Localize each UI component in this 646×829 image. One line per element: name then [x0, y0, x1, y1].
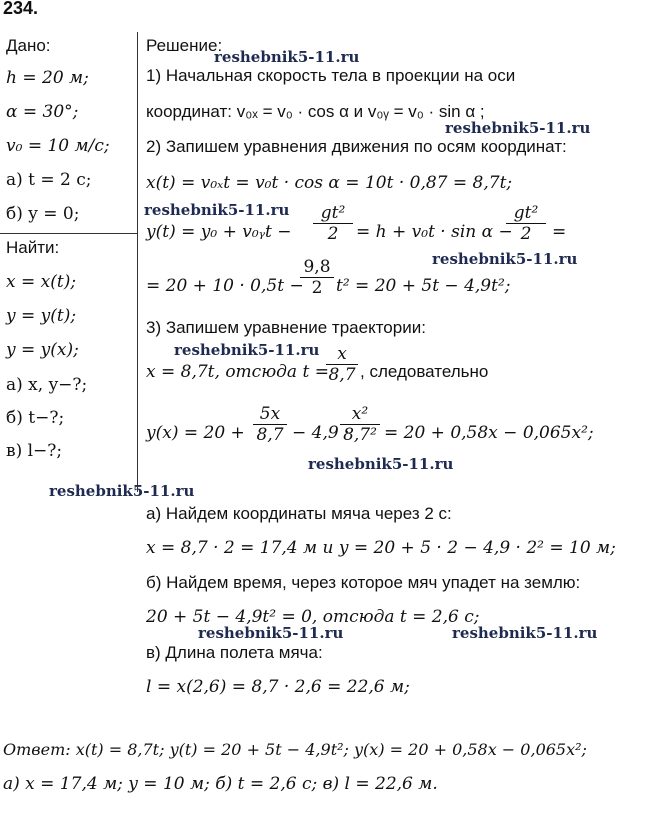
step2-title: 2) Запишем уравнения движения по осям координат:: [146, 137, 567, 156]
fraction-x2-87sq: [340, 404, 380, 445]
fraction-98-2: [300, 257, 334, 298]
fraction-gt2-b: [506, 203, 546, 244]
fraction-5x-87: [253, 404, 287, 445]
watermark: reshebnik5-11.ru: [144, 201, 290, 219]
step3-title: 3) Запишем уравнение траектории:: [146, 318, 426, 337]
fraction-98-den: 2: [311, 278, 323, 298]
fraction-gt2-b-den: 2: [520, 224, 532, 244]
answer-line-2: а) x = 17,4 м; y = 10 м; б) t = 2,6 с; в) l = 22,6 м.: [3, 774, 438, 794]
given-v0: v₀ = 10 м/с;: [6, 136, 110, 156]
watermark: reshebnik5-11.ru: [214, 48, 360, 66]
answer-line-1: Ответ: x(t) = 8,7t; y(t) = 20 + 5t − 4,9t²; y(x) = 20 + 0,58x − 0,065x²;: [3, 740, 587, 759]
given-y: б) y = 0;: [6, 204, 80, 224]
watermark: reshebnik5-11.ru: [308, 455, 454, 473]
fraction-x-num: x: [326, 344, 358, 365]
find-yt: y = y(t);: [6, 306, 77, 326]
fraction-gt2-a: [313, 203, 353, 244]
traj-part2: , следовательно: [360, 362, 489, 381]
eq-x-of-t: x(t) = v₀ₓt = v₀t · cos α = 10t · 0,87 = 8,7t;: [146, 173, 513, 193]
find-c: в) l−?;: [6, 441, 63, 461]
find-yx: y = y(x);: [6, 340, 79, 360]
watermark: reshebnik5-11.ru: [432, 250, 578, 268]
problem-number: 234.: [3, 0, 39, 18]
eq-y-of-t-part2: = h + v₀t · sin α −: [356, 222, 513, 242]
part-a-title: а) Найдем координаты мяча через 2 с:: [146, 504, 452, 523]
solution-title: Решение:: [146, 36, 223, 55]
watermark: reshebnik5-11.ru: [452, 624, 598, 642]
fraction-x-87: [326, 344, 358, 385]
yx-part1: y(x) = 20 +: [146, 423, 245, 443]
find-title: Найти:: [6, 238, 60, 257]
fraction-98-num: 9,8: [300, 257, 334, 278]
part-c-title: в) Длина полета мяча:: [146, 643, 323, 662]
part-b-eq: 20 + 5t − 4,9t² = 0, отсюда t = 2,6 с;: [146, 607, 480, 627]
part-a-eq: x = 8,7 · 2 = 17,4 м и y = 20 + 5 · 2 − 4,9 · 2² = 10 м;: [146, 538, 616, 558]
part-c-eq: l = x(2,6) = 8,7 · 2,6 = 22,6 м;: [146, 677, 410, 697]
watermark: reshebnik5-11.ru: [198, 624, 344, 642]
given-alpha: α = 30°;: [6, 102, 79, 122]
find-a: а) x, y−?;: [6, 375, 88, 395]
yx-part2: − 4,9 ·: [292, 423, 350, 443]
eq-y-line2-part1: = 20 + 10 · 0,5t −: [146, 276, 304, 296]
fraction-5x-den: 8,7: [256, 425, 284, 445]
fraction-x-den: 8,7: [328, 365, 356, 385]
step1-line-b: координат: v₀ₓ = v₀ · cos α и v₀ᵧ = v₀ · sin α ;: [146, 102, 485, 121]
fraction-gt2-a-num: gt²: [313, 203, 353, 224]
fraction-x2-den: 8,7²: [343, 425, 377, 445]
given-t: а) t = 2 с;: [6, 170, 92, 190]
traj-part1: x = 8,7t, отсюда t =: [146, 362, 329, 382]
find-b: б) t−?;: [6, 408, 65, 428]
watermark: reshebnik5-11.ru: [445, 119, 591, 137]
given-divider-horizontal: [0, 233, 137, 234]
yx-part3: = 20 + 0,58x − 0,065x²;: [384, 423, 594, 443]
part-b-title: б) Найдем время, через которое мяч упадет на землю:: [146, 573, 581, 592]
fraction-gt2-a-den: 2: [327, 224, 339, 244]
find-x: x = x(t);: [6, 272, 77, 292]
watermark: reshebnik5-11.ru: [174, 341, 320, 359]
eq-y-of-t-part1: y(t) = y₀ + v₀ᵧt −: [146, 222, 292, 242]
given-h: h = 20 м;: [6, 68, 89, 88]
step1-line-a: 1) Начальная скорость тела в проекции на оси: [146, 66, 516, 85]
fraction-gt2-b-num: gt²: [506, 203, 546, 224]
watermark: reshebnik5-11.ru: [49, 482, 195, 500]
fraction-5x-num: 5x: [253, 404, 287, 425]
given-divider-vertical: [137, 32, 138, 492]
given-title: Дано:: [6, 36, 51, 55]
eq-y-line2-part2: t² = 20 + 5t − 4,9t²;: [336, 276, 511, 296]
fraction-x2-num: x²: [340, 404, 380, 425]
eq-y-of-t-part3: =: [552, 222, 567, 242]
